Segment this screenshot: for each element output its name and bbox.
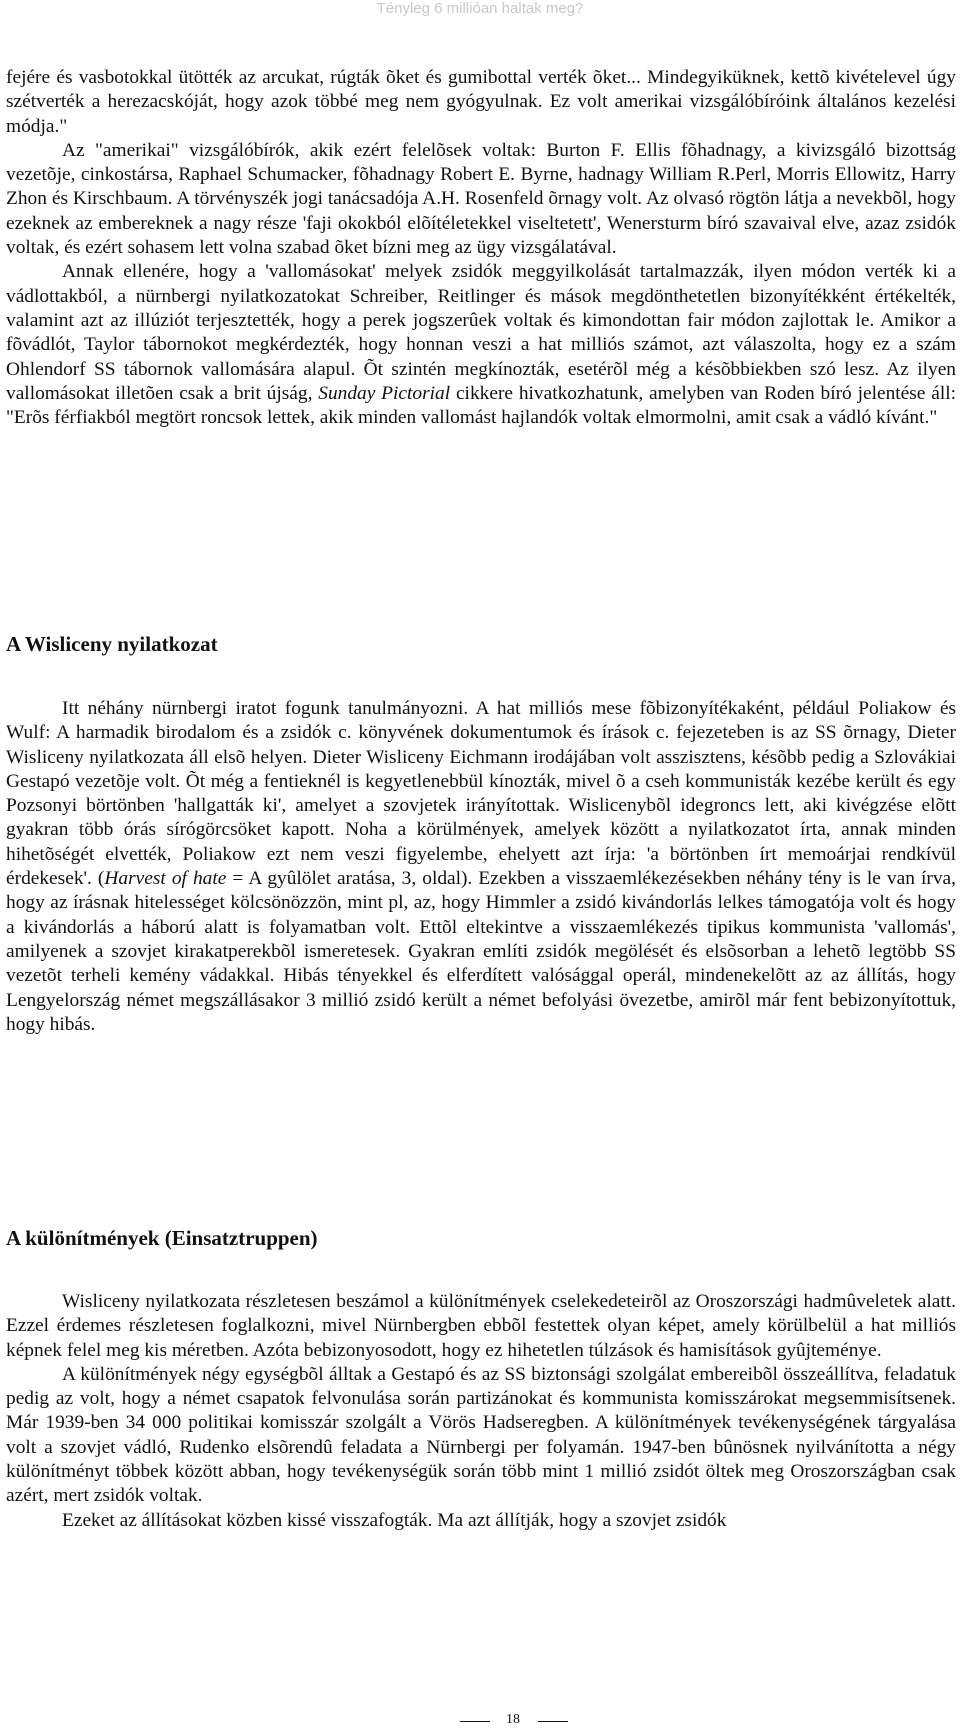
paragraph-5: Wisliceny nyilatkozata részletesen beszámol a különítmények cselekedeteirõl az Oroszországi hadmûveletek alatt. Ezzel érdemes részletesen foglalkozni, mivel Nürnbergben ebbõl festettek olyan képet, amely körülbelül a hat milliós képnek felel meg kis méretben. Azóta bebizonyosodott, hogy ez hihetetlen túlzások és hamisítások gyûjteménye.	[6, 1291, 956, 1361]
section-heading-wisliceny: A Wisliceny nyilatkozat	[6, 632, 218, 656]
paragraph-4-text-a: Itt néhány nürnbergi iratot fogunk tanulmányozni. A hat milliós mese fõbizonyítékaként, például Poliakow és Wulf: A harmadik birodalom és a zsidók c. könyvének dokumentumok és írások c. fejezeteben is az SS õrnagy, Dieter Wisliceny nyilatkozata áll elsõ helyen. Dieter Wisliceny Eichmann irodájában volt asszisztens, késõbb pedig a Szlovákiai Gestapó vezetõje volt. Õt még a fentieknél is kegyetlenebbül kínozták, mivel õ a cseh kommunisták kezébe került és egy Pozsonyi börtönben 'hallgatták ki', amelyet a szovjetek irányítottak. Wislicenybõl idegroncs lett, aki kivégzése elõtt gyakran több órás sírógörcsöket kapott. Noha a körülmények, amelyek között a nyilatkozatot írta, annak minden hihetõségét elvették, Poliakow ezt nem veszi figyelembe, ehelyett azt írja: 'a börtönben írt memoárjai rendkívül érdekesek'. (	[6, 698, 956, 890]
paragraph-1: fejére és vasbotokkal ütötték az arcukat, rúgták õket és gumibottal verték õket... Mindegyiküknek, kettõ kivételevel úgy szétverték a herezacskóját, hogy azok többé meg nem gyógyulnak. Ez volt amerikai vizsgálóbíróink általános kezelési módja."	[6, 67, 956, 137]
paragraph-6: A különítmények négy egységbõl álltak a Gestapó és az SS biztonsági szolgálat embereibõl összeállítva, feladatuk pedig az volt, hogy a német csapatok felvonulása során partizánokat és kommunista komisszárokat megsemmisítsenek. Már 1939-ben 34 000 politikai komisszár szolgált a Vörös Hadseregben. A különítmények tevékenységének tárgyalása volt a szovjet vádló, Rudenko elsõrendû feladata a Nürnbergi per folyamán. 1947-ben bûnösnek nyilvánította a négy különítményt többek között abban, hogy tevékenységük során több mint 1 millió zsidót öltek meg Oroszországban csak azért, mert zsidók voltak.	[6, 1363, 956, 1507]
page-footer	[0, 1712, 960, 1732]
paragraph-7: Ezeket az állításokat közben kissé visszafogták. Ma azt állítják, hogy a szovjet zsidók	[62, 1509, 727, 1531]
section-opening-text	[6, 66, 956, 430]
page-number: 18	[506, 1712, 520, 1727]
section-einsatztruppen-text	[6, 1290, 956, 1533]
paragraph-3-text-a: Annak ellenére, hogy a 'vallomásokat' melyek zsidók meggyilkolását tartalmazzák, ilyen módon verték ki a vádlottakból, a nürnbergi nyilatkozatokat Schreiber, Reitlinger és mások megdönthetetlen bizonyítékként értékelték, valamint azt az illúziót terjesztették, hogy a perek jogszerûek voltak és kimondottan fair módon zajlottak le. Amikor a fõvádlót, Taylor tábornokot megkérdezték, hogy honnan veszi a hat milliós számot, azt válaszolta, hogy ez a szám Ohlendorf SS tábornok vallomására alapul. Õt szintén megkínozták, esetérõl még a késõbbiekben szó lesz. Az ilyen vallomásokat illetõen csak a brit újság,	[6, 261, 956, 404]
newspaper-title: Sunday Pictorial	[318, 382, 451, 404]
footer-dash-right	[538, 1721, 568, 1722]
book-title: Harvest of hate	[104, 868, 227, 890]
section-wisliceny-text	[6, 697, 956, 1037]
paragraph-4-text-b: = A gyûlölet aratása, 3, oldal). Ezekben a visszaemlékezésekben néhány tény is le van írva, hogy az írásnak hitelességet kölcsönözzön, mint pl, az, hogy Himmler a zsidó kivándorlás lelkes támogatója volt és hogy a kivándorlás a háború alatt is folyamatban volt. Ettõl eltekintve a visszaemlékezés tipikus kommunista 'vallomás', amilyenek a szovjet kirakatperekbõl ismeretesek. Gyakran említi zsidók megölését és elsõsorban a lehetõ legtöbb SS vezetõt terheli kemény vádakkal. Hibás tényekkel és elferdített valósággal operál, mindenekelõtt az az állítás, hogy Lengyelország német megszállásakor 3 millió zsidó került a német befolyási övezetbe, amirõl már fent bebizonyítottuk, hogy hibás.	[6, 868, 956, 1035]
section-heading-einsatztruppen: A különítmények (Einsatztruppen)	[6, 1226, 318, 1250]
paragraph-3	[6, 260, 956, 430]
paragraph-3-text-b: cikkere hivatkozhatunk, amelyben van Roden bíró jelentése áll: "Erõs férfiakból megtört roncsok lettek, akik minden vallomást hajlandók voltak elmormolni, amit csak a vádló kívánt."	[6, 382, 957, 429]
footer-dash-left	[460, 1721, 490, 1722]
running-header: Tényleg 6 millióan haltak meg?	[376, 0, 584, 17]
paragraph-4	[6, 697, 956, 1037]
paragraph-2: Az "amerikai" vizsgálóbírók, akik ezért felelõsek voltak: Burton F. Ellis fõhadnagy, a kivizsgáló bizottság vezetõje, cinkostársa, Raphael Schumacker, fõhadnagy Robert E. Byrne, hadnagy William R.Perl, Morris Ellowitz, Harry Zhon és Kirschbaum. A törvényszék jogi tanácsadója A.H. Rosenfeld õrnagy volt. Az olvasó rögtön látja a nevekbõl, hogy ezeknek az embereknek a nagy része 'faji okokból elõítéletekkel viseltetett', Wenersturm bíró szavaival elve, azaz zsidók voltak, és ezért sohasem lett volna szabad õket bízni meg az ügy vizsgálatával.	[6, 139, 956, 259]
